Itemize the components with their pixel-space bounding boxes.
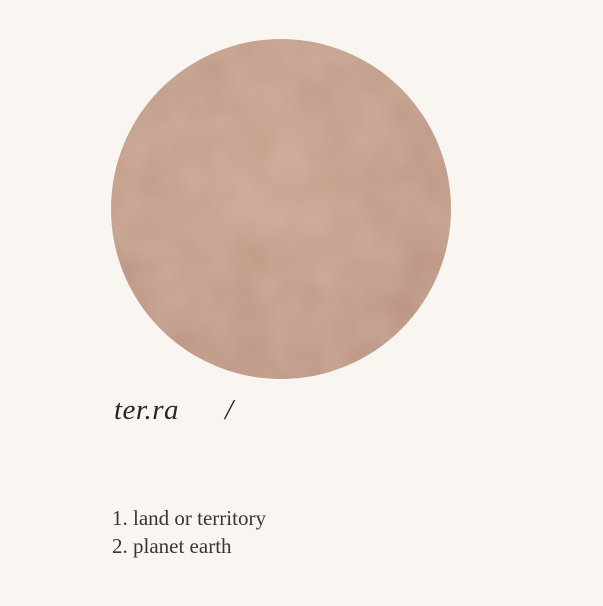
terracotta-circle-image (110, 38, 452, 380)
definition-number: 2. (112, 534, 128, 558)
definition-number: 1. (112, 506, 128, 530)
circle-grain (111, 39, 451, 379)
pronunciation-slash: / (225, 394, 234, 426)
definition-list (112, 504, 266, 560)
entry-word: ter.ra (114, 394, 180, 426)
definition-text: land or territory (133, 506, 266, 530)
definition-item (112, 532, 266, 560)
definition-item (112, 504, 266, 532)
terracotta-circle-graphic (110, 38, 452, 380)
definition-text: planet earth (133, 534, 232, 558)
